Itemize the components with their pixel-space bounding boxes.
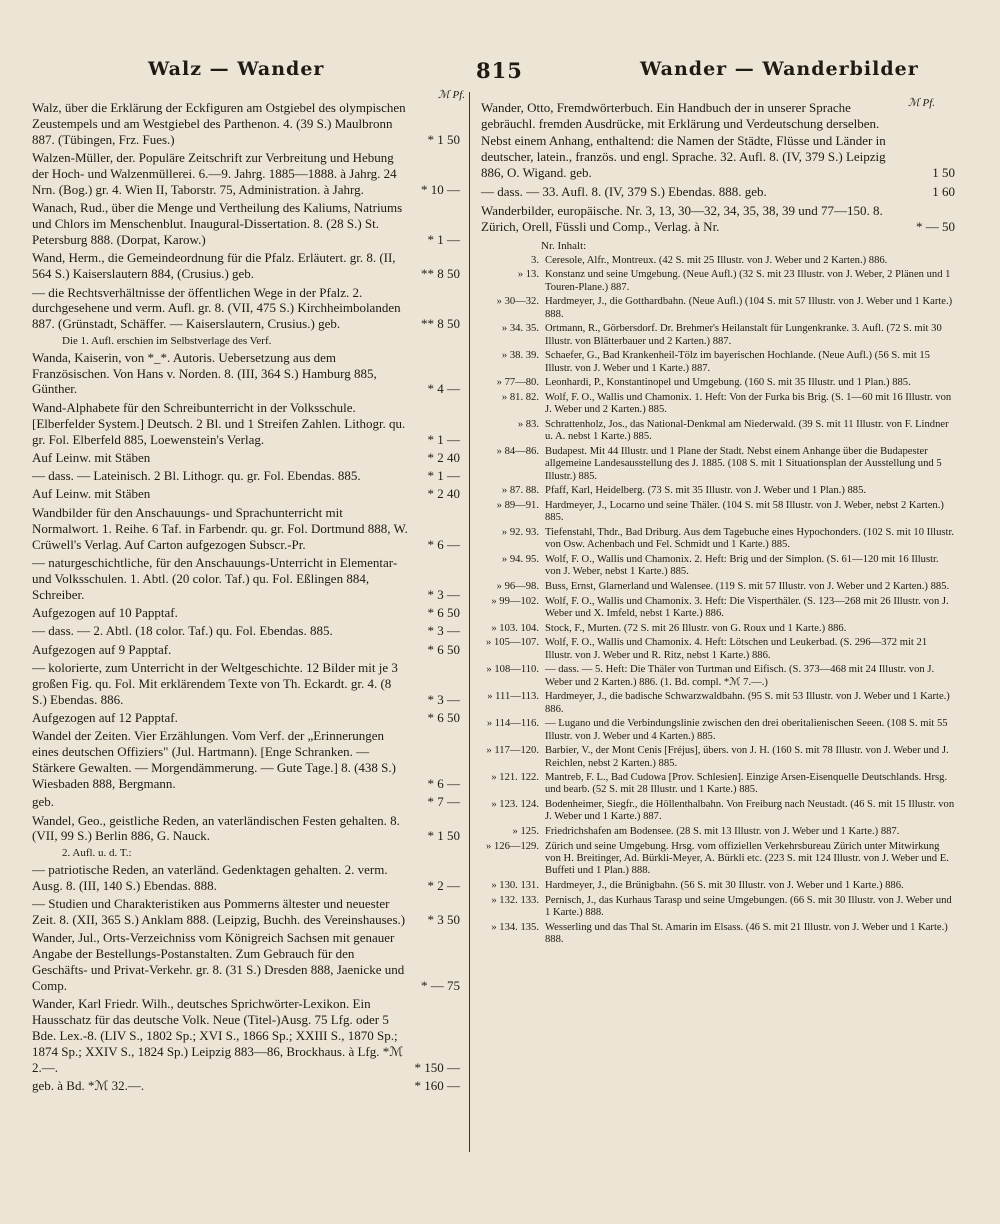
contents-entry	[481, 880, 955, 892]
footnote-note: 2. Aufl. u. d. T.:	[62, 846, 132, 859]
contents-entry-text: Hardmeyer, J., die Brünigbahn. (56 S. mit 30 Illustr. von J. Weber und 1 Karte.) 886.	[545, 880, 904, 892]
catalog-entry	[32, 468, 460, 484]
entry-price: ** 8 50	[421, 266, 460, 282]
contents-heading: Nr. Inhalt:	[541, 239, 587, 252]
catalog-entry	[32, 250, 460, 282]
contents-entry-text: Buss, Ernst, Glarnerland und Walensee. (119 S. mit 57 Illustr. von J. Weber und 2 Karten.) 885.	[545, 580, 950, 592]
entry-text: — patriotische Reden, an vaterländ. Gedenktagen gehalten. 2. verm. Ausg. 8. (III, 140 S.) Ebendas. 888.	[32, 861, 388, 893]
entry-text: Wandel, Geo., geistliche Reden, an vaterländischen Festen gehalten. 8. (VII, 99 S.) Berlin 886, G. Nauck.	[32, 812, 400, 844]
catalog-entry	[32, 400, 460, 448]
contents-entry-text: Mantreb, F. L., Bad Cudowa [Prov. Schlesien]. Einzige Arsen-Eisenquelle Deutschlands. Hrsg. und bearb. (52 S. mit 28 Illustr. und 1 Karte.) 885.	[545, 772, 948, 796]
entry-text: Wanderbilder, europäische. Nr. 3, 13, 30—32, 34, 35, 38, 39 und 77—150. 8. Zürich, Orell, Füssli und Comp., Verlag. à Nr.	[481, 202, 883, 234]
entry-price: 1 60	[932, 183, 955, 199]
contents-entry-text: Wolf, F. O., Wallis und Chamonix. 2. Heft: Brig und der Simplon. (S. 61—120 mit 16 Illustr. von J. Weber, nebst 1 Karte.) 885.	[545, 553, 939, 578]
issue-number: » 89—91.	[496, 500, 539, 511]
catalog-entry	[481, 184, 955, 200]
issue-number: » 111—113.	[487, 691, 539, 703]
contents-entry-text: Wolf, F. O., Wallis und Chamonix. 1. Heft: Von der Furka bis Brig. (S. 1—60 mit 16 Illustr. von J. Weber und 2 Karten.) 885.	[545, 392, 952, 416]
entry-price: * — 75	[421, 977, 460, 993]
entry-text: Wander, Jul., Orts-Verzeichniss vom Königreich Sachsen mit genauer Angabe der Bestellungs-Postanstalten. Zum Gebrauch für den Geschäfts- und Privat-Verkehr. gr. 8. (31 S.) Dresden 888, Jaenicke und Comp.	[32, 930, 405, 993]
contents-entry	[481, 296, 955, 321]
issue-number: » 81. 82.	[501, 392, 539, 404]
contents-entry	[481, 350, 955, 375]
issue-number: » 130. 131.	[491, 880, 539, 892]
contents-entry	[481, 718, 955, 743]
catalog-entry	[32, 794, 460, 810]
contents-entry	[481, 255, 955, 267]
contents-entry	[481, 664, 955, 689]
catalog-entry	[32, 660, 460, 708]
contents-entry	[481, 922, 955, 947]
entry-text: Auf Leinw. mit Stäben	[32, 449, 151, 465]
entry-price: * 7 —	[427, 794, 460, 810]
entry-text: Walz, über die Erklärung der Eckfiguren am Ostgiebel des olympischen Zeustempels und am Westgiebel des Parthenon. 4. (39 S.) Maulbronn 887. (Tübingen, Frz. Fues.)	[32, 100, 406, 147]
column-divider	[469, 92, 470, 1152]
entry-text: geb. à Bd. *ℳ 32.—.	[32, 1078, 145, 1094]
issue-number: » 30—32.	[496, 296, 539, 308]
catalog-entry	[32, 505, 460, 553]
issue-number: » 94. 95.	[501, 553, 539, 565]
contents-entry-text: Ortmann, R., Görbersdorf. Dr. Brehmer's Heilanstalt für Lungenkranke. 3. Aufl. (72 S. mit 30 Illustr. von Blätterbauer und 2 Karten.) 887.	[545, 323, 942, 347]
issue-number: » 84—86.	[496, 446, 539, 458]
footnote-note: Die 1. Aufl. erschien im Selbstverlage des Verf.	[62, 334, 272, 347]
contents-entry	[481, 623, 955, 635]
entry-price: * 1 50	[427, 131, 460, 147]
contents-entry-text: Pfaff, Karl, Heidelberg. (73 S. mit 35 Illustr. von J. Weber und 1 Plan.) 885.	[545, 485, 867, 497]
issue-number: 3.	[531, 254, 539, 266]
entry-text: Wand, Herm., die Gemeindeordnung für die Pfalz. Erläutert. gr. 8. (II, 564 S.) Kaiserslautern 884, (Crusius.) geb.	[32, 250, 396, 282]
entry-text: — dass. — 2. Abtl. (18 color. Taf.) qu. Fol. Ebendas. 885.	[32, 623, 333, 639]
contents-entry	[481, 637, 955, 662]
entry-price: * 6 —	[427, 775, 460, 791]
issue-number: » 96—98.	[496, 580, 539, 592]
entry-text: Wand-Alphabete für den Schreibunterricht in der Volksschule. [Elberfelder System.] Deutsch. 2 Bl. und 1 Streifen Zahlen. Lithogr. qu. gr. Fol. Elberfeld 885, Loewenstein's Verlag.	[32, 399, 406, 447]
entry-price: * 6 50	[427, 641, 460, 657]
entry-text: Wandel der Zeiten. Vier Erzählungen. Vom Verf. der „Erinnerungen eines deutschen Offiziers" (Jul. Hartmann). [Enge Schranken. — Stärkere Gewalten. — Morgendämmerung. — Gute Tage.] 8. (438 S.) Wiesbaden 888, Bergmann.	[32, 728, 396, 791]
contents-entry-text: Budapest. Mit 44 Illustr. und 1 Plane der Stadt. Nebst einem Anhange über die Budapester allgemeine Landesausstellung des J. 1885. (108 S. mit 1 Situationsplan der Ausstellung und 5 Illustr.) 885.	[545, 446, 942, 482]
issue-number: » 83.	[517, 419, 539, 431]
entry-text: Wanda, Kaiserin, von *_*. Autoris. Uebersetzung aus dem Französischen. Von Hans v. Norden. 8. (III, 364 S.) Hamburg 885, Günther.	[32, 349, 377, 397]
issue-number: » 13.	[517, 269, 539, 281]
catalog-entry	[32, 100, 460, 148]
entry-price: ** 8 50	[421, 316, 460, 332]
contents-entry	[481, 841, 955, 878]
contents-entry-text: Zürich und seine Umgebung. Hrsg. vom offiziellen Verkehrsbureau Zürich unter Mitwirkung von H. Breitinger, Ad. Bürkli-Meyer, A. Bürkli etc. (223 S. mit 124 Illustr. von J. Weber und E. Buffeti und 1 Plan.) 888.	[545, 840, 949, 877]
entry-price: 1 50	[932, 165, 955, 181]
catalog-entry	[32, 285, 460, 333]
catalog-entry	[32, 896, 460, 928]
issue-number: » 92. 93.	[501, 526, 539, 538]
entry-price: * — 50	[916, 218, 955, 234]
contents-entry-text: Wolf, F. O., Wallis und Chamonix. 3. Heft: Die Visperthäler. (S. 123—268 mit 26 Illustr. von J. Weber und X. Imfeld, nebst 1 Karte.) 886.	[545, 595, 949, 619]
entry-text: Wandbilder für den Anschauungs- und Sprachunterricht mit Normalwort. 1. Reihe. 6 Taf. in Farbendr. qu. gr. Fol. Dortmund 888, W. Crüwell's Verlag. Auf Carton aufgezogen Subscr.-Pr.	[32, 504, 408, 552]
catalog-entry	[32, 813, 460, 845]
issue-number: » 125.	[512, 826, 539, 838]
catalog-entry	[32, 710, 460, 726]
contents-entry-text: Friedrichshafen am Bodensee. (28 S. mit 13 Illustr. von J. Weber und 1 Karte.) 887.	[545, 826, 900, 838]
contents-entry-text: Schrattenholz, Jos., das National-Denkmal am Niederwald. (39 S. mit 11 Illustr. von F. Lindner u. A. nebst 1 Karte.) 885.	[545, 419, 949, 443]
entry-text: — dass. — Lateinisch. 2 Bl. Lithogr. qu. gr. Fol. Ebendas. 885.	[32, 468, 361, 484]
contents-entry-text: Pernisch, J., das Kurhaus Tarasp und seine Umgebungen. (66 S. mit 30 Illustr. von J. Weber und 1 Karte.) 888.	[545, 894, 952, 919]
contents-entry	[481, 554, 955, 579]
catalog-entry	[32, 623, 460, 639]
issue-number: » 77—80.	[496, 377, 539, 389]
issue-number: » 114—116.	[486, 718, 539, 730]
entry-text: Wander, Otto, Fremdwörterbuch. Ein Handbuch der in unserer Sprache gebräuchl. fremden Ausdrücke, mit Erklärung und Verdeutschung derselben. Nebst einem Anhang, enthaltend: die Namen der Städte, Flüsse und Länder in deutscher, latein., französ. und engl. Sprache. 32. Aufl. 8. (IV, 379 S.) Leipzig 886, O. Wigand. geb.	[481, 100, 886, 181]
entry-text: Wanach, Rud., über die Menge und Vertheilung des Kaliums, Natriums und Chlors im Menschenblut. Inaugural-Dissertation. 8. (28 S.) St. Petersburg 888. (Dorpat, Karow.)	[32, 200, 403, 248]
issue-number: » 38. 39.	[501, 350, 539, 362]
entry-price: * 1 50	[427, 828, 460, 844]
contents-entry	[481, 392, 955, 417]
catalog-entry	[32, 350, 460, 398]
contents-entry	[481, 269, 955, 294]
contents-entry	[481, 485, 955, 497]
contents-entry-text: Schaefer, G., Bad Krankenheil-Tölz im bayerischen Hochlande. (Neue Aufl.) (56 S. mit 15 Illustr. von J. Weber und 1 Karte.) 887.	[545, 350, 930, 374]
entry-text: Walzen-Müller, der. Populäre Zeitschrift zur Verbreitung und Hebung der Hoch- und Walzenmüllerei. 6.—9. Jahrg. 1885—1888. à Jahrg. 24 Nrn. (Bog.) gr. 4. Wien II, Taborstr. 75, Administration. à Jahrg.	[32, 150, 397, 197]
contents-entry-text: Hardmeyer, J., die badische Schwarzwaldbahn. (95 S. mit 53 Illustr. von J. Weber und 1 Karte.) 886.	[545, 691, 950, 715]
entry-price: * 10 —	[421, 181, 460, 197]
contents-entry-text: Hardmeyer, J., Locarno und seine Thäler. (104 S. mit 58 Illustr. von J. Weber, nebst 2 Karten.) 885.	[545, 500, 944, 524]
entry-price: * 2 —	[427, 877, 460, 893]
running-head-left: Walz — Wander	[148, 58, 325, 80]
contents-entry	[481, 419, 955, 444]
contents-entry-text: Bodenheimer, Siegfr., die Höllenthalbahn. Von Freiburg nach Neustadt. (46 S. mit 15 Illustr. von J. Weber und 1 Karte.) 887.	[545, 799, 955, 823]
price-column-heading-left: ℳ Pf.	[438, 89, 466, 101]
entry-price: * 1 —	[427, 232, 460, 248]
contents-entry-text: Barbier, V., der Mont Cenis [Fréjus], übers. von J. H. (160 S. mit 78 Illustr. von J. Weber und J. Reichlen, nebst 2 Karten.) 885.	[545, 745, 949, 769]
running-head-right: Wander — Wanderbilder	[640, 58, 919, 80]
left-column	[32, 100, 460, 1096]
issue-number: » 134. 135.	[491, 921, 539, 933]
contents-entry-text: Ceresole, Alfr., Montreux. (42 S. mit 25 Illustr. von J. Weber und 2 Karten.) 886.	[545, 254, 888, 266]
issue-number: » 34. 35.	[501, 323, 539, 335]
contents-entry	[481, 500, 955, 525]
issue-number: » 87. 88.	[501, 485, 539, 497]
contents-entry	[481, 323, 955, 348]
entry-price: * 2 40	[427, 449, 460, 465]
entry-text: — dass. — 33. Aufl. 8. (IV, 379 S.) Ebendas. 888. geb.	[481, 183, 767, 199]
price-column-heading-right: ℳ Pf.	[908, 97, 936, 109]
entry-price: * 3 —	[427, 623, 460, 639]
entry-price: * 6 50	[427, 709, 460, 725]
entry-text: Auf Leinw. mit Stäben	[32, 486, 151, 502]
contents-entry-text: Konstanz und seine Umgebung. (Neue Aufl.) (32 S. mit 23 Illustr. von J. Weber, 2 Plänen und 1 Touren-Plane.) 887.	[545, 269, 951, 293]
issue-number: » 126—129.	[486, 840, 539, 852]
contents-entry	[481, 691, 955, 716]
contents-entry	[481, 581, 955, 593]
entry-price: * 150 —	[414, 1059, 460, 1075]
entry-price: * 6 —	[427, 536, 460, 552]
entry-text: Aufgezogen auf 12 Papptaf.	[32, 709, 178, 725]
contents-entry	[481, 895, 955, 920]
contents-entry-text: Leonhardi, P., Konstantinopel und Umgebung. (160 S. mit 35 Illustr. und 1 Plan.) 885.	[545, 377, 911, 389]
entry-price: * 1 —	[427, 431, 460, 447]
catalog-entry	[32, 996, 460, 1076]
issue-number: » 99—102.	[491, 595, 539, 607]
issue-number: » 123. 124.	[491, 799, 539, 811]
entry-price: * 3 50	[427, 911, 460, 927]
contents-entry-text: Wesserling und das Thal St. Amarin im Elsass. (46 S. mit 21 Illustr. von J. Weber und 1 Karte.) 888.	[545, 921, 948, 946]
issue-number: » 105—107.	[486, 637, 539, 649]
issue-number: » 108—110.	[486, 664, 539, 676]
entry-text: Aufgezogen auf 9 Papptaf.	[32, 641, 172, 657]
entry-price: * 6 50	[427, 604, 460, 620]
entry-price: * 3 —	[427, 586, 460, 602]
contents-entry	[481, 799, 955, 824]
right-column	[481, 100, 955, 949]
entry-price: * 3 —	[427, 691, 460, 707]
contents-entry	[481, 745, 955, 770]
catalog-entry	[32, 486, 460, 502]
entry-text: — naturgeschichtliche, für den Anschauungs-Unterricht in Elementar- und Volksschulen. 1. Abtl. (20 color. Taf.) qu. Fol. Eßlingen 884, Schreiber.	[32, 554, 398, 602]
contents-entry	[481, 596, 955, 621]
contents-entry	[481, 826, 955, 838]
issue-number: » 132. 133.	[491, 894, 539, 906]
issue-number: » 103. 104.	[491, 622, 539, 634]
catalog-entry	[481, 100, 955, 181]
contents-entry	[481, 446, 955, 483]
catalog-entry	[32, 728, 460, 792]
contents-entry	[481, 527, 955, 552]
catalog-entry	[32, 605, 460, 621]
entry-price: * 4 —	[427, 381, 460, 397]
contents-entry-text: — dass. — 5. Heft: Die Thäler von Turtman und Eifisch. (S. 373—468 mit 24 Illustr. von J. Weber und 2 Karten.) 886. (1. Bd. compl. *ℳ 7.—.)	[545, 664, 935, 688]
entry-text: — Studien und Charakteristiken aus Pommerns ältester und neuester Zeit. 8. (XII, 365 S.) Anklam 888. (Leipzig, Buchh. des Vereinshauses.)	[32, 895, 406, 927]
catalog-entry	[32, 555, 460, 603]
entry-price: * 2 40	[427, 486, 460, 502]
entry-price: * 160 —	[414, 1078, 460, 1094]
page-number: 815	[476, 58, 523, 83]
entry-text: Wander, Karl Friedr. Wilh., deutsches Sprichwörter-Lexikon. Ein Hausschatz für das deutsche Volk. Neue (Titel-)Ausg. 75 Lfg. oder 5 Bde. Lex.-8. (LIV S., 1802 Sp.; XVI S., 1866 Sp.; XXIII S., 1870 Sp.; 1874 Sp.; XXIV S., 1824 Sp.) Leipzig 883—86, Brockhaus. à Lfg. *ℳ 2.—.	[32, 996, 404, 1075]
contents-entry-text: Stock, F., Murten. (72 S. mit 26 Illustr. von G. Roux und 1 Karte.) 886.	[545, 622, 847, 634]
catalog-entry	[32, 150, 460, 198]
contents-entry-text: Hardmeyer, J., die Gotthardbahn. (Neue Aufl.) (104 S. mit 57 Illustr. von J. Weber und 1 Karte.) 888.	[545, 296, 953, 320]
contents-entry-text: Wolf, F. O., Wallis und Chamonix. 4. Heft: Lötschen und Leukerbad. (S. 296—372 mit 21 Illustr. von J. Weber und R. Ritz, nebst 1 Karte.) 886.	[545, 637, 928, 661]
entry-price: * 1 —	[427, 468, 460, 484]
catalog-entry	[32, 200, 460, 248]
catalog-entry	[32, 930, 460, 994]
entry-text: — die Rechtsverhältnisse der öffentlichen Wege in der Pfalz. 2. durchgesehene und verm. Aufl. gr. 8. (VII, 475 S.) Kirchheimbolanden 887. (Grünstadt, Schäffer. — Kaiserslautern, Crusius.) geb.	[32, 284, 401, 332]
contents-entry	[481, 377, 955, 389]
contents-entry	[481, 772, 955, 797]
contents-entry-text: — Lugano und die Verbindungslinie zwischen den drei oberitalienischen Seeen. (108 S. mit 55 Illustr. von J. Weber und 4 Karten.) 885.	[545, 718, 948, 742]
entry-text: Aufgezogen auf 10 Papptaf.	[32, 604, 178, 620]
entry-text: geb.	[32, 794, 55, 810]
catalog-entry	[32, 642, 460, 658]
entry-text: — kolorierte, zum Unterricht in der Weltgeschichte. 12 Bilder mit je 3 großen Fig. qu. Fol. Mit erklärendem Texte von Th. Eckardt. gr. 4. (8 S.) Ebendas. 886.	[32, 659, 398, 707]
catalog-entry	[32, 862, 460, 894]
contents-entry-text: Tiefenstahl, Thdr., Bad Driburg. Aus dem Tagebuche eines Hypochonders. (102 S. mit 10 Illustr. von Osw. Achenbach und Fel. Schmidt und 1 Karte.) 885.	[545, 526, 955, 551]
catalog-entry	[481, 203, 955, 236]
issue-number: » 121. 122.	[491, 772, 539, 784]
catalog-entry	[32, 450, 460, 466]
issue-number: » 117—120.	[486, 745, 539, 757]
catalog-entry	[32, 1078, 460, 1094]
